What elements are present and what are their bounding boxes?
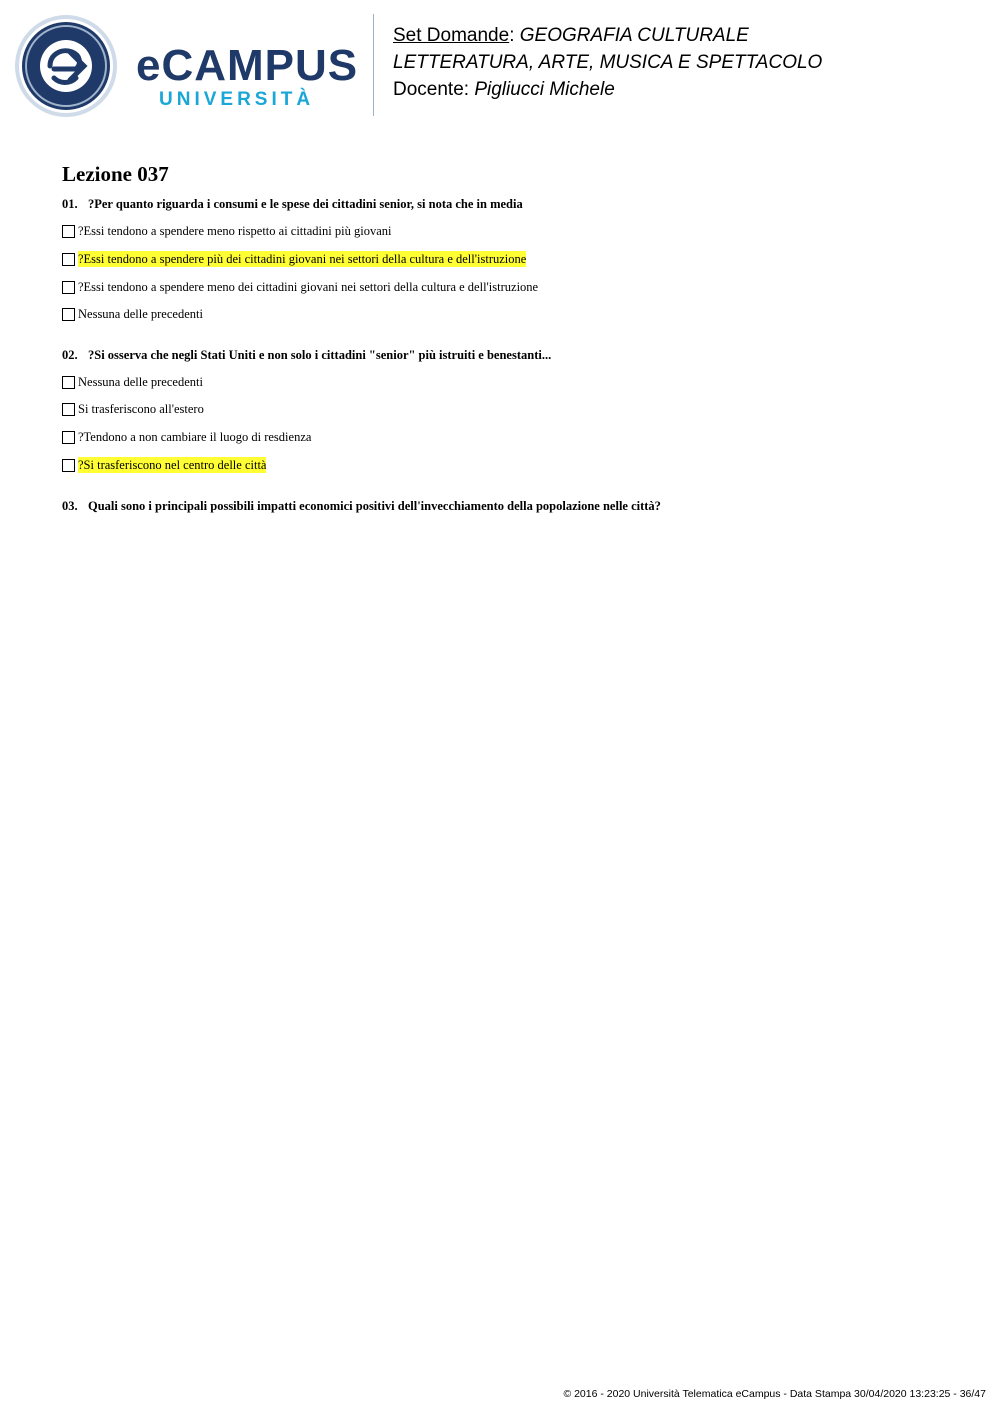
answer-text: Nessuna delle precedenti — [78, 375, 203, 389]
answer-option[interactable] — [62, 223, 391, 239]
header-divider — [373, 14, 374, 116]
header-info — [393, 22, 822, 103]
set-separator: : — [509, 25, 520, 46]
course-title-line2: LETTERATURA, ARTE, MUSICA E SPETTACOLO — [393, 52, 823, 73]
answer-text: ?Essi tendono a spendere meno rispetto ai cittadini più giovani — [78, 224, 392, 238]
question-number: 02. — [62, 348, 78, 362]
lesson-title: Lezione 037 — [62, 162, 169, 186]
answer-checkbox[interactable] — [62, 253, 75, 266]
answer-checkbox[interactable] — [62, 281, 75, 294]
teacher-label: Docente: — [393, 79, 475, 100]
answer-text: ?Tendono a non cambiare il luogo di resdienza — [78, 430, 312, 444]
answer-checkbox[interactable] — [62, 431, 75, 444]
teacher-line — [393, 76, 822, 103]
set-label: Set Domande — [393, 25, 510, 46]
ecampus-seal-icon — [14, 14, 118, 118]
set-line — [393, 22, 822, 49]
answer-option[interactable] — [62, 251, 526, 267]
answer-option[interactable] — [62, 279, 538, 295]
question-number: 03. — [62, 499, 78, 513]
answer-option[interactable] — [62, 429, 311, 445]
question-03 — [62, 498, 661, 514]
question-text: Quali sono i principali possibili impatti economici positivi dell'invecchiamento della popolazione nelle città? — [88, 499, 661, 513]
question-01 — [62, 196, 523, 212]
answer-option[interactable] — [62, 457, 266, 473]
answer-text-highlighted: ?Essi tendono a spendere più dei cittadini giovani nei settori della cultura e dell'istruzione — [78, 252, 527, 266]
ecampus-logo — [14, 14, 364, 118]
answer-text: ?Essi tendono a spendere meno dei cittadini giovani nei settori della cultura e dell'istruzione — [78, 280, 539, 294]
page-footer: © 2016 - 2020 Università Telematica eCampus - Data Stampa 30/04/2020 13:23:25 - 36/47 — [563, 1388, 986, 1400]
logo-brand: eCAMPUS — [136, 41, 359, 90]
question-02 — [62, 347, 551, 363]
answer-text-highlighted: ?Si trasferiscono nel centro delle città — [78, 458, 267, 472]
answer-checkbox[interactable] — [62, 225, 75, 238]
answer-option[interactable] — [62, 401, 204, 417]
answer-checkbox[interactable] — [62, 459, 75, 472]
logo-subtitle: UNIVERSITÀ — [159, 89, 315, 110]
question-text: ?Si osserva che negli Stati Uniti e non solo i cittadini "senior" più istruiti e benestanti... — [88, 348, 552, 362]
answer-option[interactable] — [62, 374, 203, 390]
answer-text: Nessuna delle precedenti — [78, 307, 203, 321]
answer-option[interactable] — [62, 306, 203, 322]
answer-checkbox[interactable] — [62, 403, 75, 416]
question-text: ?Per quanto riguarda i consumi e le spese dei cittadini senior, si nota che in media — [88, 197, 523, 211]
course-title-line1: GEOGRAFIA CULTURALE — [519, 25, 749, 46]
answer-text: Si trasferiscono all'estero — [78, 402, 204, 416]
question-number: 01. — [62, 197, 78, 211]
answer-checkbox[interactable] — [62, 376, 75, 389]
answer-checkbox[interactable] — [62, 308, 75, 321]
teacher-name: Pigliucci Michele — [474, 79, 615, 100]
